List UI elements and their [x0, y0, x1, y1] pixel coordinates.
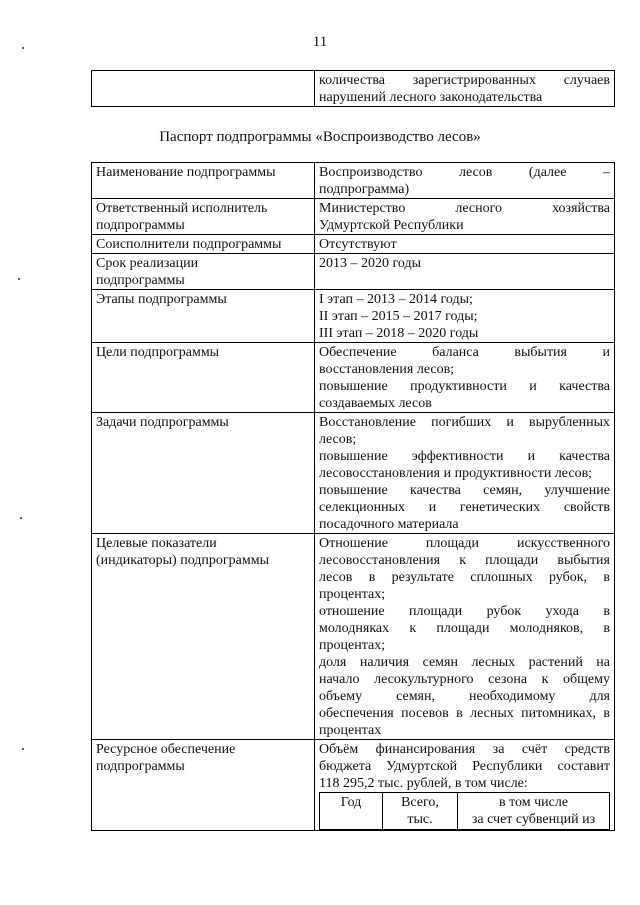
- passport-row: [92, 290, 615, 343]
- label-line: Соисполнители подпрограммы: [96, 237, 282, 252]
- value-line: лесовосстановления и продуктивности лесов;: [319, 466, 593, 481]
- finance-col-year: Год: [320, 793, 383, 830]
- row-value: [315, 254, 615, 290]
- row-label: [92, 534, 315, 740]
- row-label: [92, 740, 315, 831]
- continuation-left-cell: [92, 71, 315, 107]
- row-label: [92, 343, 315, 413]
- value-line: III этап – 2018 – 2020 годы: [319, 326, 479, 341]
- value-line: процентах: [319, 723, 382, 738]
- value-line: селекционных и генетических свойств: [319, 500, 610, 515]
- finance-col-total-line: тыс.: [407, 812, 433, 827]
- value-line: лесов;: [319, 432, 357, 447]
- label-line: подпрограммы: [96, 759, 185, 774]
- row-value: [315, 163, 615, 199]
- value-line: создаваемых лесов: [319, 396, 432, 411]
- passport-row: [92, 199, 615, 235]
- value-line: повышение эффективности и качества: [319, 449, 610, 464]
- label-line: Ответственный исполнитель: [96, 201, 268, 216]
- label-line: (индикаторы) подпрограммы: [96, 553, 269, 568]
- finance-col-included: [458, 793, 610, 830]
- row-value: [315, 290, 615, 343]
- passport-table: [91, 162, 615, 831]
- value-line: Удмуртской Республики: [319, 218, 464, 233]
- value-line: подпрограмма): [319, 182, 410, 197]
- margin-dot: [20, 517, 22, 519]
- label-line: подпрограммы: [96, 273, 185, 288]
- label-line: подпрограммы: [96, 218, 185, 233]
- finance-table: [319, 792, 610, 830]
- value-line: процентах;: [319, 638, 386, 653]
- finance-col-included-line: в том числе: [498, 795, 569, 810]
- continuation-right-cell: количества зарегистрированных случаев нарушений лесного законодательства: [315, 71, 615, 107]
- margin-dot: [22, 748, 24, 750]
- value-line: лесов в результате сплошных рубок, в: [319, 570, 610, 585]
- value-line: II этап – 2015 – 2017 годы;: [319, 309, 478, 324]
- finance-header-row: [320, 793, 610, 830]
- margin-dot: [22, 47, 24, 49]
- label-line: Целевые показатели: [96, 536, 217, 551]
- value-line: объему семян, необходимому для: [319, 689, 610, 704]
- value-line: 2013 – 2020 годы: [319, 256, 422, 271]
- value-line: процентах;: [319, 587, 386, 602]
- row-label: [92, 199, 315, 235]
- value-line: Отсутствуют: [319, 237, 397, 252]
- label-line: Ресурсное обеспечение: [96, 742, 236, 757]
- passport-row: [92, 413, 615, 534]
- page-number: 11: [312, 34, 328, 50]
- value-line: восстановления лесов;: [319, 362, 455, 377]
- section-heading: Паспорт подпрограммы «Воспроизводство лесов»: [159, 129, 481, 145]
- value-line: посадочного материала: [319, 517, 459, 532]
- finance-col-total: [383, 793, 458, 830]
- row-label: [92, 413, 315, 534]
- value-line: Восстановление погибших и вырубленных: [319, 415, 610, 430]
- value-line: Объём финансирования за счёт средств: [319, 742, 610, 757]
- label-line: Срок реализации: [96, 256, 199, 271]
- value-line: Обеспечение баланса выбытия и: [319, 345, 610, 360]
- value-line: молодняках к площади молодняков, в: [319, 621, 610, 636]
- row-value: [315, 199, 615, 235]
- value-line: I этап – 2013 – 2014 годы;: [319, 292, 473, 307]
- row-value: [315, 235, 615, 254]
- value-line: доля наличия семян лесных растений на: [319, 655, 610, 670]
- label-line: Цели подпрограммы: [96, 345, 220, 360]
- value-line: 118 295,2 тыс. рублей, в том числе:: [319, 776, 528, 791]
- row-label: [92, 163, 315, 199]
- value-line: повышение продуктивности и качества: [319, 379, 610, 394]
- row-label: [92, 235, 315, 254]
- value-line: отношение площади рубок ухода в: [319, 604, 610, 619]
- row-value: [315, 343, 615, 413]
- value-line: Воспроизводство лесов (далее –: [319, 165, 610, 180]
- margin-dot: [18, 278, 20, 280]
- row-value: [315, 413, 615, 534]
- value-line: Отношение площади искусственного: [319, 536, 610, 551]
- value-line: Министерство лесного хозяйства: [319, 201, 610, 216]
- value-line: обеспечения посевов в лесных питомниках, в: [319, 706, 610, 721]
- passport-row: [92, 343, 615, 413]
- label-line: Задачи подпрограммы: [96, 415, 229, 430]
- value-line: повышение качества семян, улучшение: [319, 483, 610, 498]
- finance-col-total-line: Всего,: [401, 795, 439, 810]
- label-line: Этапы подпрограммы: [96, 292, 227, 307]
- row-label: [92, 290, 315, 343]
- row-value: [315, 740, 615, 831]
- row-label: [92, 254, 315, 290]
- passport-row: [92, 163, 615, 199]
- label-line: Наименование подпрограммы: [96, 165, 276, 180]
- value-line: начало лесокультурного сезона к общему: [319, 672, 610, 687]
- finance-col-included-line: за счет субвенций из: [471, 812, 596, 827]
- continuation-table: [91, 70, 615, 107]
- row-value: [315, 534, 615, 740]
- passport-row: [92, 534, 615, 740]
- passport-row: [92, 254, 615, 290]
- passport-row-resource: [92, 740, 615, 831]
- value-line: бюджета Удмуртской Республики составит: [319, 759, 610, 774]
- passport-row: [92, 235, 615, 254]
- value-line: лесовосстановления к площади выбытия: [319, 553, 610, 568]
